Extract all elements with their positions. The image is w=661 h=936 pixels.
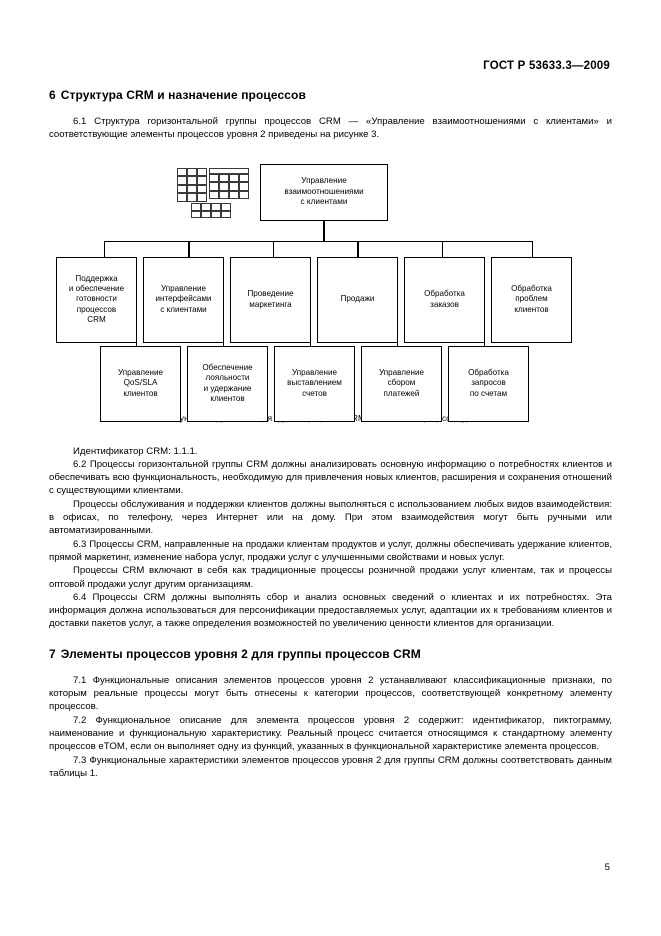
figure-node-l2-4 [448, 346, 529, 422]
section-6-heading [49, 88, 612, 102]
section-6-title: Структура CRM и назначение процессов [60, 88, 306, 102]
page-content [49, 88, 612, 780]
figure-node-l1-4-label: Обработка заказов [424, 289, 465, 309]
figure-node-l1-0-label: Поддержка и обеспечение готовности процессов CRM [68, 273, 125, 325]
etom-process-grid-icon [177, 168, 253, 218]
figure-node-l2-0-label: Управление QoS/SLA клиентов [118, 367, 163, 398]
connector-drop-1 [104, 241, 105, 258]
connector-level1-bus [104, 241, 533, 242]
page-number: 5 [604, 862, 610, 873]
paragraph-6-4: 6.4 Процессы CRM должны выполнять сбор и анализ основных сведений о клиентах и их потребностях. Эта информация должна использоваться для персонификации предоставляемых услуг, адаптации их к требованиям клиентов и доставки пакетов услуг, а также определения возможностей по увеличению ценности клиентов для организации. [49, 591, 612, 630]
figure-node-l1-2-label: Проведение маркетинга [247, 289, 294, 309]
paragraph-7-2: 7.2 Функциональное описание для элемента процессов уровня 2 содержит: идентификатор, пиктограмму, наименование и функциональную характеристику. Реальный процесс считается относящимся к стандартному элементу процессов eTOM, если он выполняет одну из функций, указанных в функциональной характеристике элемента процессов. [49, 714, 612, 753]
figure-node-l1-2 [230, 257, 311, 343]
figure-node-l1-5-label: Обработка проблем клиентов [511, 283, 552, 314]
figure-node-l2-1-label: Обеспечение лояльности и удержание клиентов [202, 362, 253, 403]
paragraph-6-2b: Процессы обслуживания и поддержки клиентов должны выполняться с использованием любых видов взаимодействия: в офисах, по телефону, через Интернет или на дому. При этом взаимодействия могут быть ручными или автоматизированными. [49, 498, 612, 537]
figure-node-l2-4-label: Обработка запросов по счетам [468, 367, 509, 398]
figure-node-l2-3 [361, 346, 442, 422]
connector-drop-3 [273, 241, 274, 258]
figure-3 [49, 156, 612, 408]
connector-drop-6 [532, 241, 533, 258]
figure-node-l1-1 [143, 257, 224, 343]
figure-node-l1-5 [491, 257, 572, 343]
figure-node-l1-0 [56, 257, 137, 343]
connector-drop-4 [357, 241, 358, 258]
figure-node-l1-4 [404, 257, 485, 343]
paragraph-7-1: 7.1 Функциональные описания элементов процессов уровня 2 устанавливают классификационные признаки, по которым реальные процессы могут быть отнесены к категории процессов, соответствующей конкретному элементу процессов. [49, 674, 612, 713]
paragraph-6-2: 6.2 Процессы горизонтальной группы CRM должны анализировать основную информацию о потребностях клиентов и обеспечивать всю функциональность, необходимую для привлечения новых клиентов, расширения и сохранения отношений с существующими клиентами. [49, 458, 612, 497]
figure-node-root-label: Управление взаимоотношениями с клиентами [284, 176, 364, 207]
figure-node-l2-2 [274, 346, 355, 422]
section-7-heading [49, 647, 612, 661]
section-7-title: Элементы процессов уровня 2 для группы процессов CRM [60, 646, 421, 661]
paragraph-6-3: 6.3 Процессы CRM, направленные на продажи клиентам продуктов и услуг, должны обеспечивать удержание клиентов, прямой маркетинг, изменение набора услуг, продажи услуг с улучшенными свойствами и новых услуг. [49, 538, 612, 563]
paragraph-7-3: 7.3 Функциональные характеристики элементов процессов уровня 2 для группы CRM должны соответствовать данным таблицы 1. [49, 754, 612, 779]
figure-node-l2-0 [100, 346, 181, 422]
paragraph-6-1: 6.1 Структура горизонтальной группы процессов CRM — «Управление взаимоотношениями с клиентами» и соответствующие элементы процессов уровня 2 приведены на рисунке 3. [49, 116, 612, 141]
paragraph-6-3b: Процессы CRM включают в себя как традиционные процессы розничной продажи услуг клиентам, так и процессы оптовой продажи услуг другим организациям. [49, 565, 612, 590]
connector-root-stem [323, 221, 324, 242]
figure-node-l1-3-label: Продажи [340, 294, 375, 304]
figure-node-l2-3-label: Управление сбором платежей [379, 367, 424, 398]
paragraph-crm-identifier: Идентификатор CRM: 1.1.1. [73, 445, 198, 457]
connector-drop-5 [442, 241, 443, 258]
figure-node-l2-2-label: Управление выставлением счетов [287, 367, 342, 398]
figure-node-l2-1 [187, 346, 268, 422]
section-7-number: 7 [49, 646, 56, 661]
figure-node-l1-1-label: Управление интерфейсами с клиентами [155, 283, 212, 314]
connector-drop-2 [188, 241, 189, 258]
standard-header: ГОСТ Р 53633.3—2009 [483, 60, 610, 72]
figure-node-root [260, 164, 388, 221]
section-6-number: 6 [49, 88, 56, 102]
figure-3-caption: Рисунок CRM [165, 413, 365, 423]
figure-node-l1-3 [317, 257, 398, 343]
